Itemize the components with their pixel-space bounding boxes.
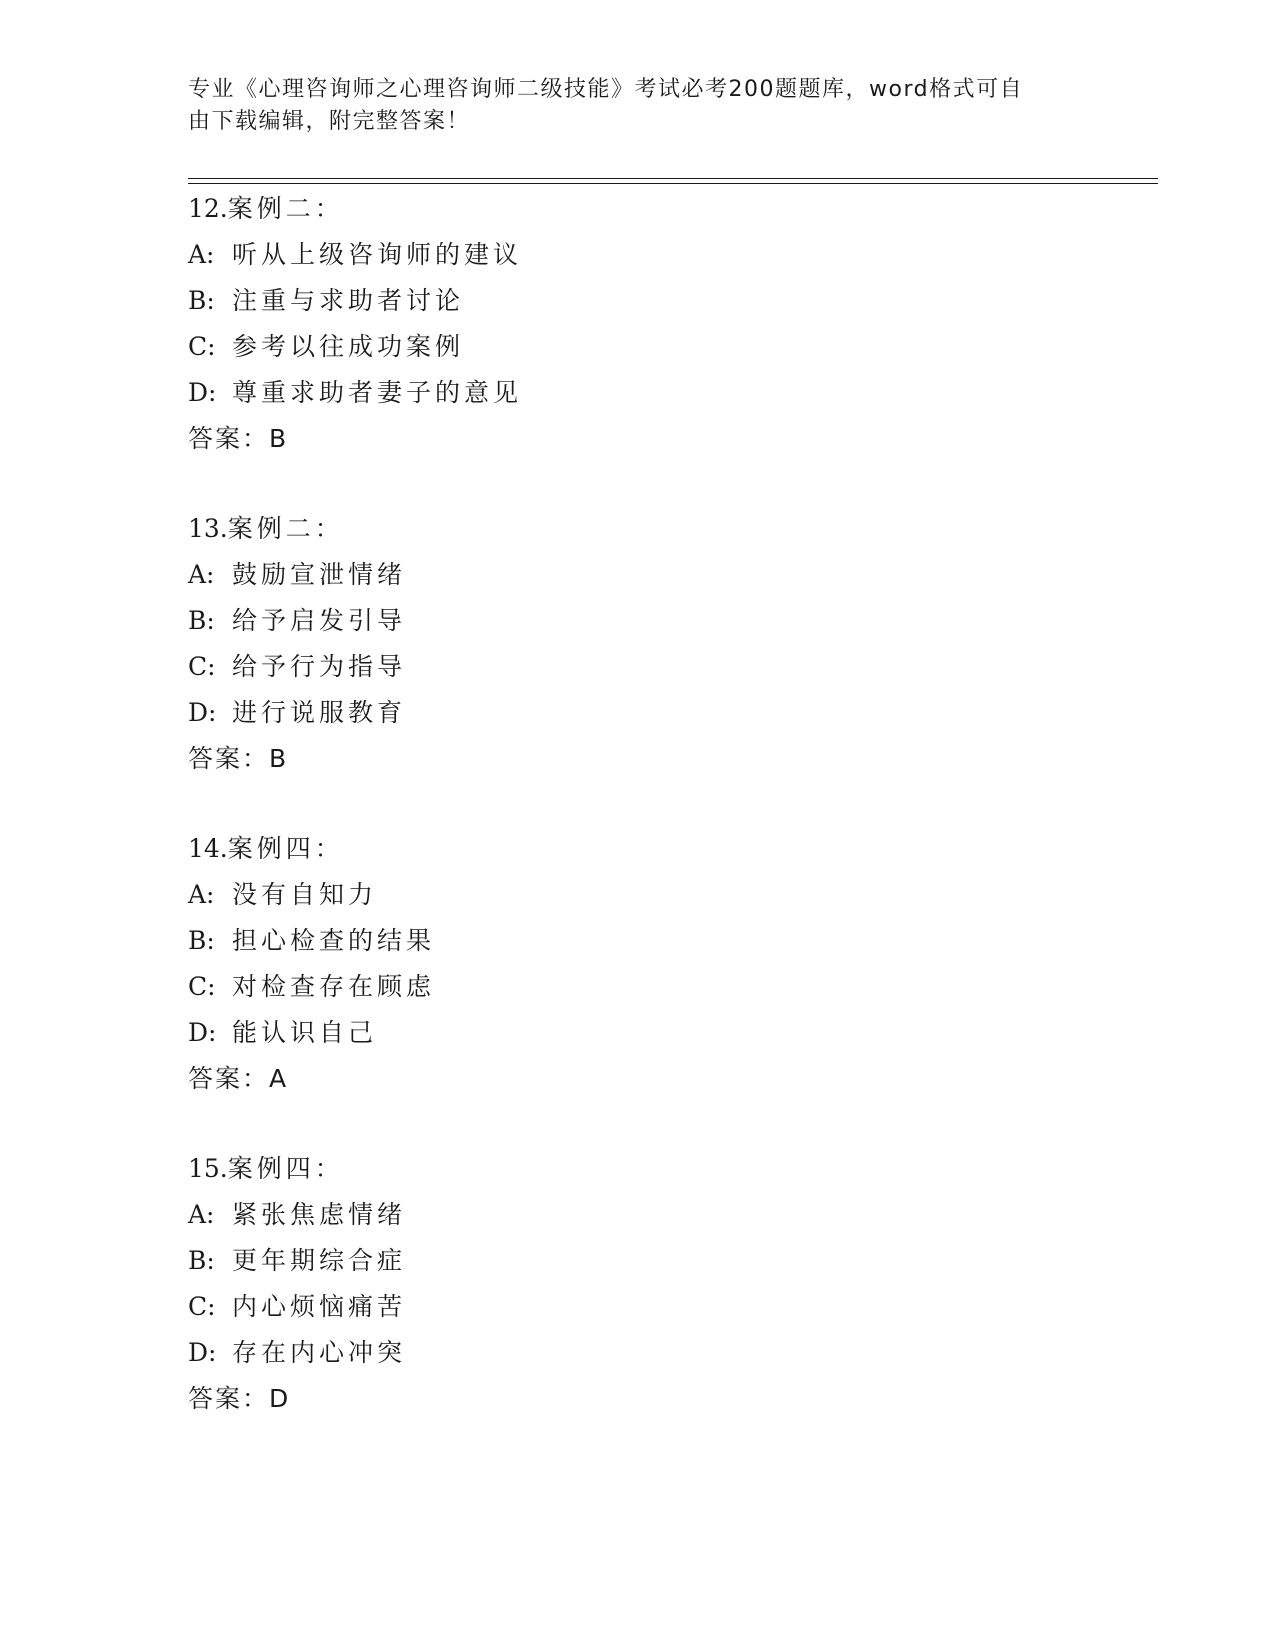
option-text: 担心检查的结果 (232, 926, 436, 955)
option-letter: A: (188, 880, 215, 909)
option-d (188, 690, 1088, 736)
question-title (188, 1146, 1088, 1192)
option-text: 尊重求助者妻子的意见 (232, 378, 523, 407)
option-letter: C: (188, 1292, 216, 1321)
question-13 (188, 506, 1088, 782)
header-divider-top (188, 178, 1158, 179)
option-d (188, 370, 1088, 416)
answer: 答案：B (188, 424, 289, 453)
option-text: 对检查存在顾虑 (232, 972, 436, 1001)
option-letter: A: (188, 560, 215, 589)
option-letter: D: (188, 698, 217, 727)
option-text: 给予启发引导 (232, 606, 407, 635)
answer: 答案：A (188, 1064, 289, 1093)
option-d (188, 1330, 1088, 1376)
question-12 (188, 186, 1088, 462)
option-text: 鼓励宣泄情绪 (232, 560, 407, 589)
option-b (188, 918, 1088, 964)
question-number: 12. (188, 194, 228, 223)
option-letter: B: (188, 286, 215, 315)
option-letter: A: (188, 240, 215, 269)
option-text: 进行说服教育 (232, 698, 407, 727)
option-a (188, 872, 1088, 918)
document-header (188, 74, 1068, 138)
header-divider-bottom (188, 183, 1158, 184)
option-d (188, 1010, 1088, 1056)
header-line-2: 由下载编辑，附完整答案！ (188, 109, 471, 134)
question-number: 14. (188, 834, 228, 863)
question-title (188, 506, 1088, 552)
option-letter: C: (188, 972, 216, 1001)
question-14 (188, 826, 1088, 1102)
option-a (188, 552, 1088, 598)
option-c (188, 1284, 1088, 1330)
option-b (188, 598, 1088, 644)
option-text: 存在内心冲突 (232, 1338, 407, 1367)
question-text: 案例二： (227, 194, 344, 223)
answer: 答案：B (188, 744, 289, 773)
option-text: 内心烦恼痛苦 (232, 1292, 407, 1321)
option-letter: D: (188, 1018, 217, 1047)
option-letter: B: (188, 606, 215, 635)
option-a (188, 232, 1088, 278)
question-15 (188, 1146, 1088, 1422)
option-letter: A: (188, 1200, 215, 1229)
option-text: 注重与求助者讨论 (232, 286, 465, 315)
option-text: 紧张焦虑情绪 (232, 1200, 407, 1229)
option-c (188, 644, 1088, 690)
option-text: 听从上级咨询师的建议 (232, 240, 523, 269)
question-title (188, 826, 1088, 872)
question-number: 13. (188, 514, 228, 543)
option-b (188, 278, 1088, 324)
option-c (188, 964, 1088, 1010)
question-title (188, 186, 1088, 232)
option-text: 能认识自己 (232, 1018, 378, 1047)
option-a (188, 1192, 1088, 1238)
header-line-1: 专业《心理咨询师之心理咨询师二级技能》考试必考200题题库，word格式可自 (188, 77, 1024, 102)
option-b (188, 1238, 1088, 1284)
option-letter: D: (188, 378, 217, 407)
option-letter: B: (188, 926, 215, 955)
option-text: 参考以往成功案例 (232, 332, 465, 361)
question-text: 案例四： (227, 1154, 344, 1183)
option-letter: C: (188, 332, 216, 361)
answer: 答案：D (188, 1384, 291, 1413)
question-text: 案例四： (227, 834, 344, 863)
option-letter: C: (188, 652, 216, 681)
option-text: 给予行为指导 (232, 652, 407, 681)
option-c (188, 324, 1088, 370)
option-text: 没有自知力 (232, 880, 378, 909)
question-number: 15. (188, 1154, 228, 1183)
option-letter: B: (188, 1246, 215, 1275)
question-text: 案例二： (227, 514, 344, 543)
option-text: 更年期综合症 (232, 1246, 407, 1275)
option-letter: D: (188, 1338, 217, 1367)
